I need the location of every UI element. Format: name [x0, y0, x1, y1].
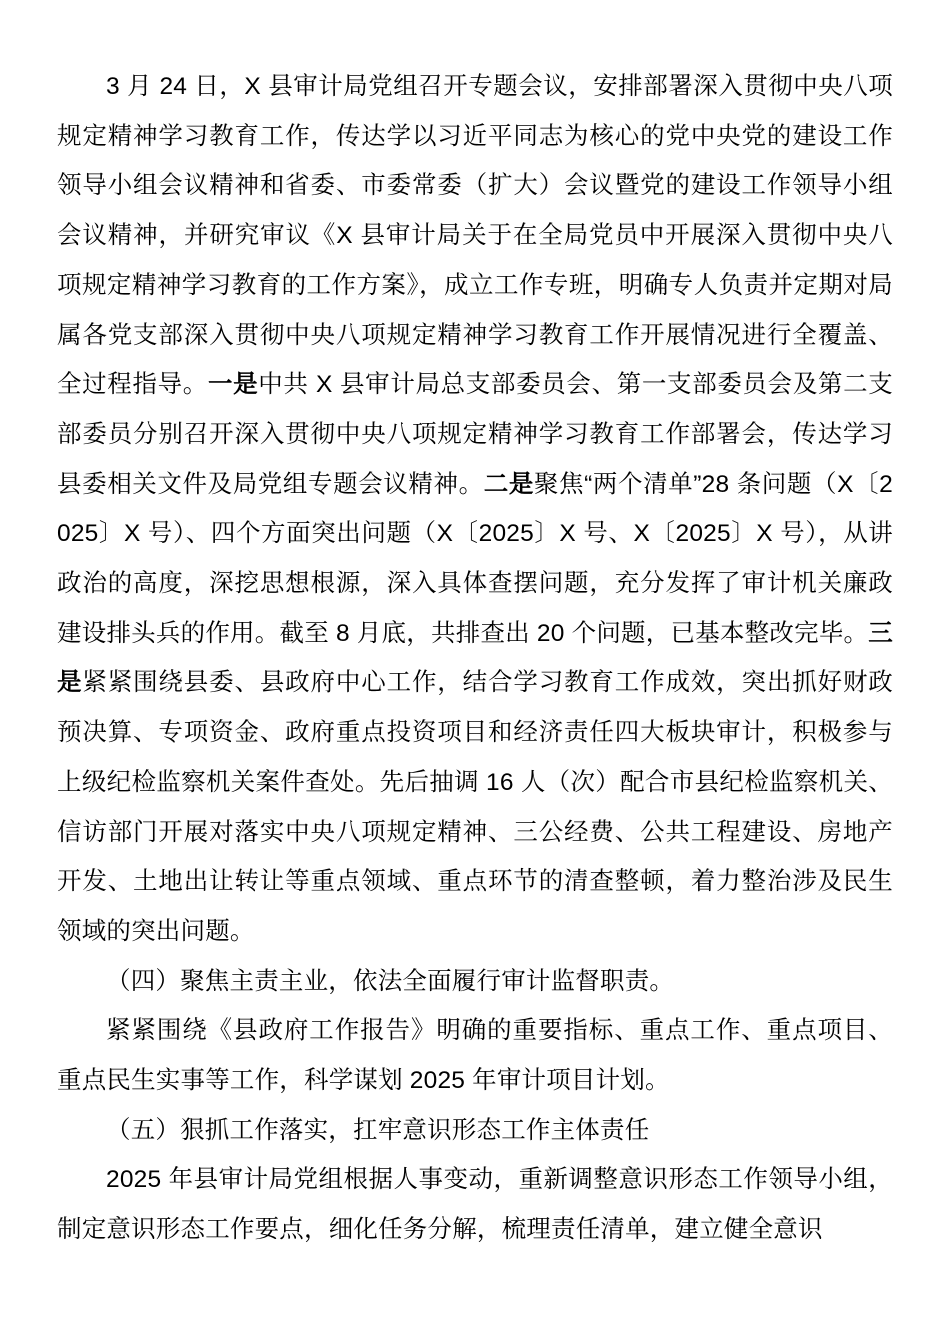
paragraph — [57, 1155, 893, 1254]
text-run: 中共 X 县审计局总支部委员会、第一支部委员会及第二支部委员分别召开深入贯彻中央八项规定精神学习教育工作部署会，传达学习县委相关文件及局党组专题会议精神。 — [57, 371, 893, 498]
emphasis-text-run: 一是 — [207, 371, 259, 399]
text-run: （五）狠抓工作落实，扛牢意识形态工作主体责任 — [106, 1116, 650, 1144]
text-run: 紧紧围绕县委、县政府中心工作，结合学习教育工作成效，突出抓好财政预决算、专项资金、政府重点投资项目和经济责任四大板块审计，积极参与上级纪检监察机关案件查处。先后抽调 16 人（次）配合市县纪检监察机关、信访部门开展对落实中央八项规定精神、三公经费、公共工程建设、房地产开发、土地出让转让等重点领域、重点环节的清查整顿，着力整治涉及民生领域的突出问题。 — [57, 669, 893, 945]
emphasis-text-run: 三是 — [57, 619, 893, 697]
paragraph — [57, 957, 893, 1007]
text-run: （四）聚焦主责主业，依法全面履行审计监督职责。 — [106, 967, 675, 995]
paragraph — [57, 62, 893, 957]
paragraph — [57, 1006, 893, 1105]
text-run: 3 月 24 日，X 县审计局党组召开专题会议，安排部署深入贯彻中央八项规定精神学习教育工作，传达学以习近平同志为核心的党中央党的建设工作领导小组会议精神和省委、市委常委（扩大）会议暨党的建设工作领导小组会议精神，并研究审议《X 县审计局关于在全局党员中开展深入贯彻中央八项规定精神学习教育的工作方案》，成立工作专班，明确专人负责并定期对局属各党支部深入贯彻中央八项规定精神学习教育工作开展情况进行全覆盖、全过程指导。 — [57, 73, 893, 399]
text-run: 聚焦“两个清单”28 条问题（X〔2025〕X 号）、四个方面突出问题（X〔2025〕X 号、X〔2025〕X 号），从讲政治的高度，深挖思想根源，深入具体查摆问题，充分发挥了审计机关廉政建设排头兵的作用。截至 8 月底，共排查出 20 个问题，已基本整改完毕。 — [57, 470, 893, 647]
document-body — [57, 62, 893, 1255]
emphasis-text-run: 二是 — [483, 470, 534, 498]
paragraph — [57, 1106, 893, 1156]
text-run: 紧紧围绕《县政府工作报告》明确的重要指标、重点工作、重点项目、重点民生实事等工作，科学谋划 2025 年审计项目计划。 — [57, 1017, 893, 1095]
text-run: 2025 年县审计局党组根据人事变动，重新调整意识形态工作领导小组，制定意识形态工作要点，细化任务分解，梳理责任清单，建立健全意识 — [57, 1166, 893, 1244]
